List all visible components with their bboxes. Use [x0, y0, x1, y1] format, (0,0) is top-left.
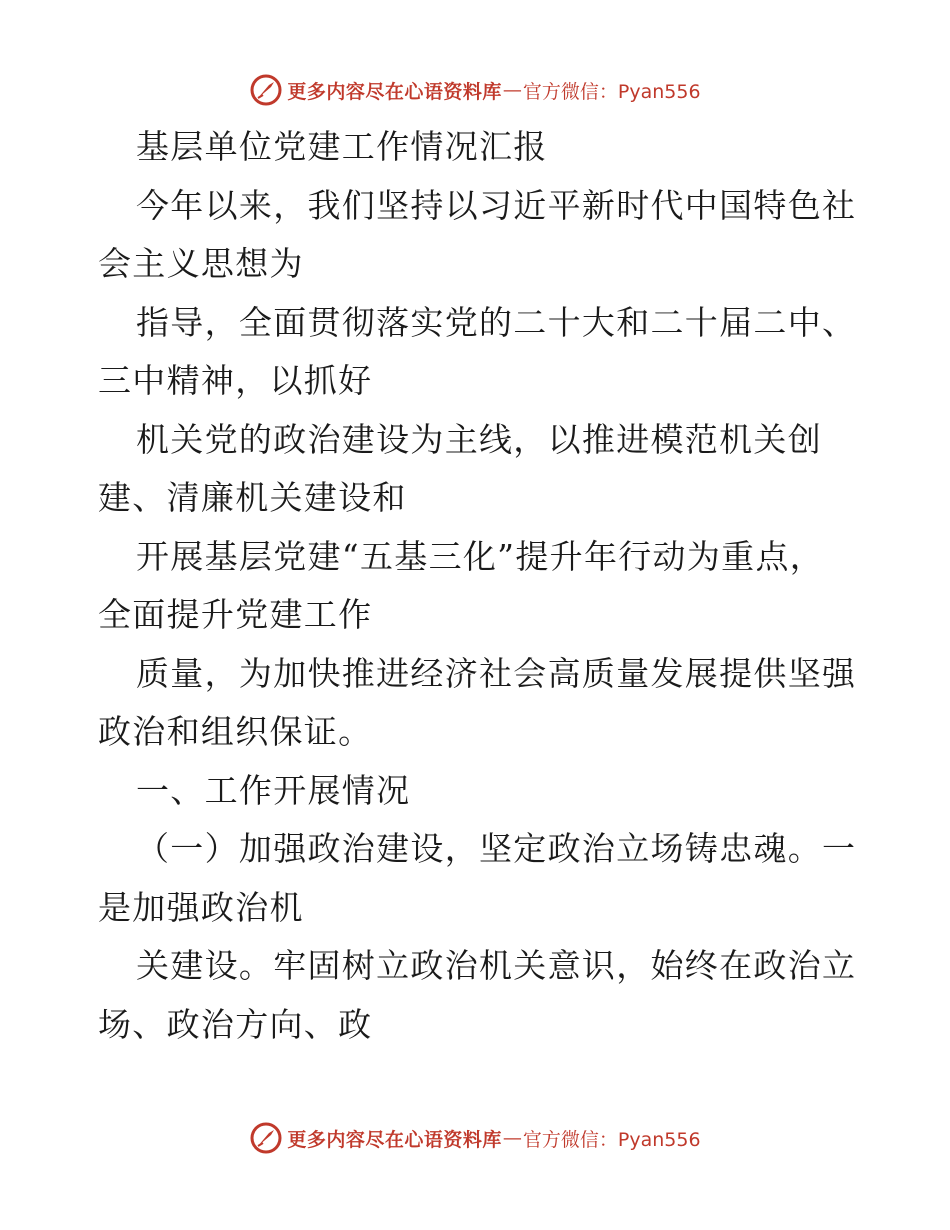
doc-line: 关建设。牢固树立政治机关意识，始终在政治立: [136, 946, 857, 985]
doc-line: 一、工作开展情况: [136, 770, 411, 810]
doc-line: 三中精神，以抓好: [98, 361, 373, 400]
pen-nib-logo-icon: [249, 1121, 283, 1155]
banner-separator: —: [502, 79, 522, 101]
footer-banner: [0, 1118, 950, 1158]
doc-line: 质量，为加快推进经济社会高质量发展提供坚强: [136, 653, 857, 693]
doc-line: 开展基层党建“五基三化”提升年行动为重点，: [136, 536, 825, 576]
doc-line: 全面提升党建工作: [98, 595, 373, 634]
banner-title: 更多内容尽在心语资料库: [287, 1128, 502, 1151]
doc-line: 基层单位党建工作情况汇报: [136, 127, 548, 166]
banner-wechat: 官方微信：Pyan556: [522, 80, 701, 103]
banner-title: 更多内容尽在心语资料库: [287, 80, 502, 103]
doc-line: 会主义思想为: [98, 244, 304, 283]
doc-line: （一）加强政治建设，坚定政治立场铸忠魂。一: [136, 829, 857, 868]
banner-separator: —: [502, 1127, 522, 1149]
banner-wechat: 官方微信：Pyan556: [522, 1128, 701, 1151]
doc-line: 今年以来，我们坚持以习近平新时代中国特色社: [136, 185, 857, 225]
doc-line: 政治和组织保证。: [98, 712, 373, 751]
doc-line: 场、政治方向、政: [98, 1004, 373, 1044]
pen-nib-logo-icon: [249, 73, 283, 107]
doc-line: 是加强政治机: [98, 887, 304, 927]
doc-line: 建、清廉机关建设和: [98, 478, 407, 517]
doc-line: 指导，全面贯彻落实党的二十大和二十届二中、: [136, 302, 857, 342]
document-body: [98, 118, 858, 1054]
doc-line: 机关党的政治建设为主线，以推进模范机关创: [136, 419, 822, 459]
header-banner: [0, 70, 950, 110]
